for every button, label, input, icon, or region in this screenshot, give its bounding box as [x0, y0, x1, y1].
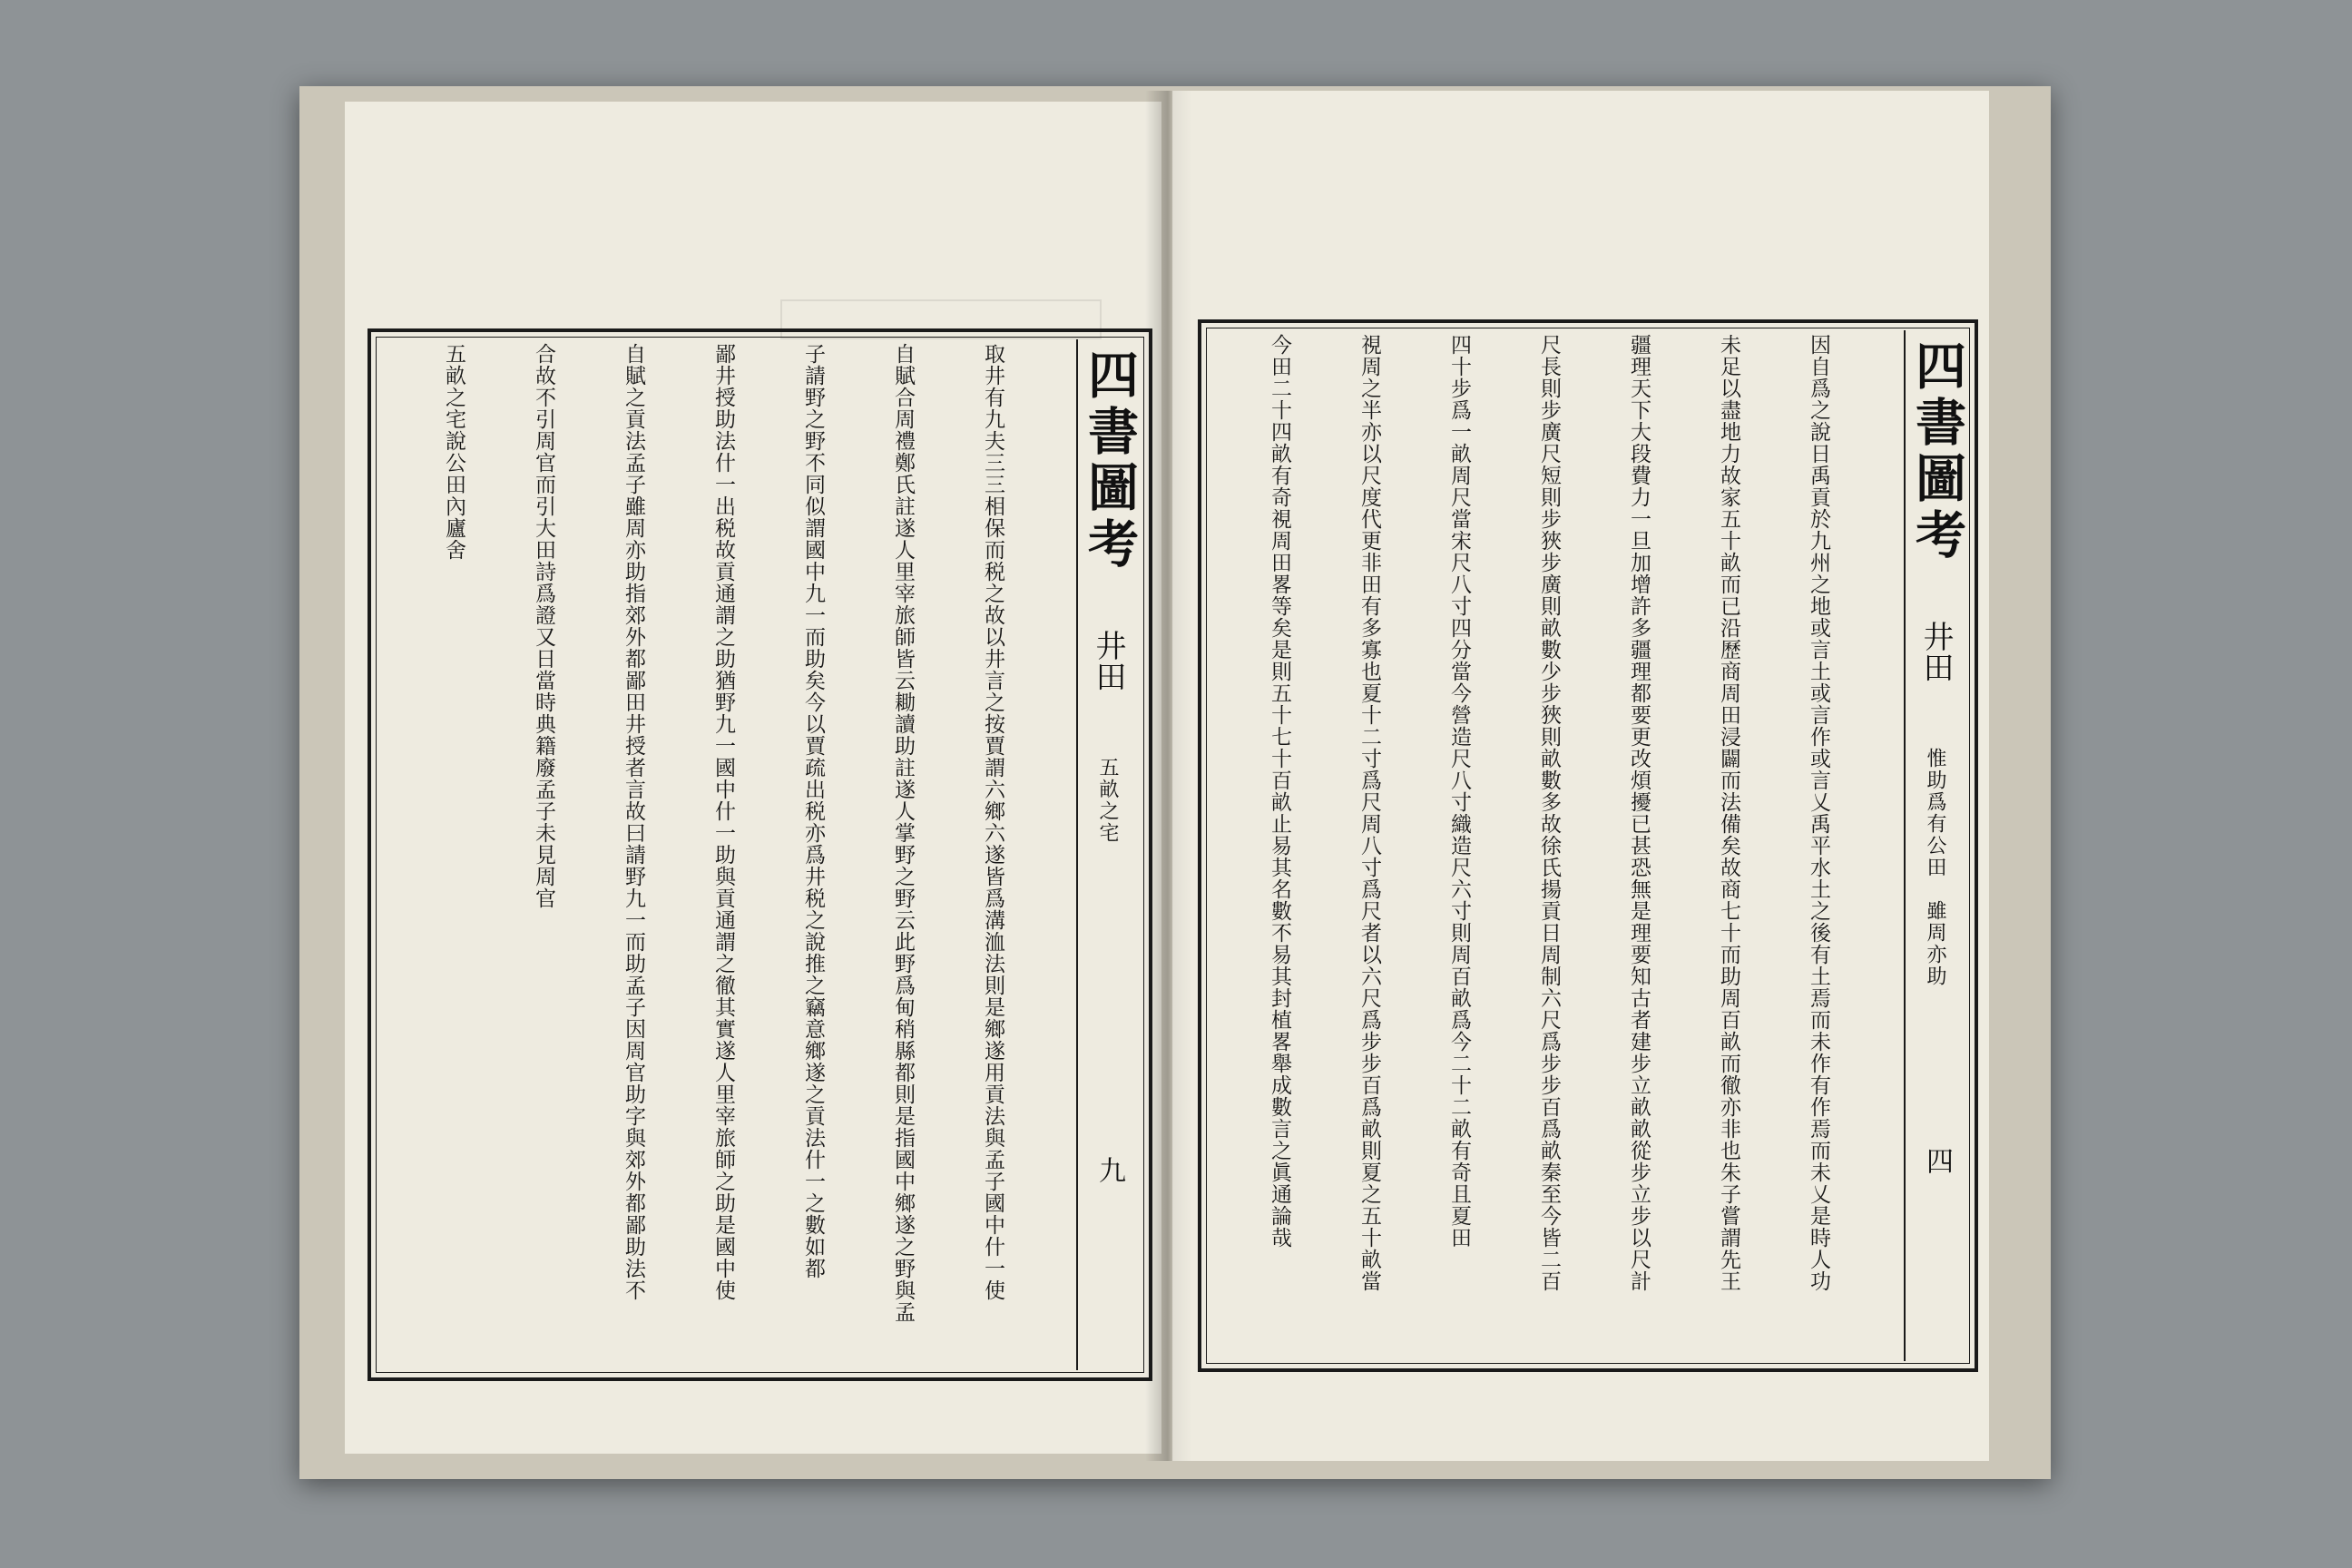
text-column: 因自爲之說日禹貢於九州之地或言土或言作或言乂禹平水土之後有土焉而未作有作焉而未乂是時人功 — [1807, 334, 1830, 1292]
text-column: 鄙井授助法什一出税故貢通謂之助猶野九一國中什一助與貢通謂之徹其實遂人里宰旅師之助是國中使 — [711, 343, 735, 1301]
text-column: 自賦之貢法孟子雖周亦助指郊外都鄙田井授者言故曰請野九一而助孟子因周官助字與郊外都鄙助法不 — [622, 343, 645, 1301]
text-column: 子請野之野不同似謂國中九一而助矣今以賈疏出税亦爲井税之說推之竊意鄉遂之貢法什一之數如都 — [801, 343, 825, 1279]
text-column: 未足以盡地力故家五十畝而已沿歷商周田浸闢而法備矣故商七十而助周百畝而徹亦非也朱子嘗謂先王 — [1717, 334, 1740, 1292]
text-column: 取井有九夫三三相保而税之故以井言之按賈謂六鄉六遂皆爲溝洫法則是鄉遂用貢法與孟子國中什一使 — [981, 343, 1004, 1301]
text-column: 尺長則步廣尺短則步狹步廣則畝數少步狹則畝數多故徐氏揚貢日周制六尺爲步步百爲畝秦至今皆二百 — [1537, 334, 1561, 1292]
book-title: 四書圖考 — [1907, 339, 1967, 564]
text-column: 五畝之宅說公田內廬舍 — [442, 343, 466, 561]
chapter-title: 井田 — [1090, 630, 1126, 691]
text-column: 四十步爲一畝周尺當宋尺八寸四分當今營造尺八寸織造尺六寸則周百畝爲今二十二畝有奇且夏田 — [1447, 334, 1471, 1249]
section-subtitle: 五畝之宅 — [1096, 757, 1119, 844]
book-title: 四書圖考 — [1080, 348, 1140, 573]
page-number: 四 — [1921, 1147, 1953, 1174]
right-text-block — [1198, 319, 1978, 1372]
section-subtitle: 惟助爲有公田 雖周亦助 — [1924, 748, 1946, 987]
left-body-text — [382, 343, 1067, 1367]
right-page-header — [1904, 330, 1967, 1361]
chapter-title: 井田 — [1917, 621, 1954, 682]
left-page-header — [1076, 339, 1140, 1370]
text-column: 合故不引周官而引大田詩爲證又日當時典籍廢孟子未見周官 — [532, 343, 555, 909]
text-column: 自賦合周禮鄭氏註遂人里宰旅師皆云耡讀助註遂人掌野之野云此野爲甸稍縣都則是指國中鄉遂之野與孟 — [891, 343, 915, 1323]
left-text-block — [368, 328, 1152, 1381]
page-number: 九 — [1093, 1156, 1125, 1183]
right-body-text — [1214, 334, 1893, 1357]
text-column: 視周之半亦以尺度代更非田有多寡也夏十二寸爲尺周八寸爲尺者以六尺爲步步百爲畝則夏之五十畝當 — [1357, 334, 1381, 1292]
text-column: 疆理天下大段費力一旦加增許多疆理都要更改煩擾已甚恐無是理要知古者建步立畝畝從步立步以尺計 — [1627, 334, 1651, 1292]
text-column: 今田二十四畝有奇視周田畧等矣是則五十七十百畝止易其名數不易其封植畧舉成數言之眞通論哉 — [1268, 334, 1291, 1249]
